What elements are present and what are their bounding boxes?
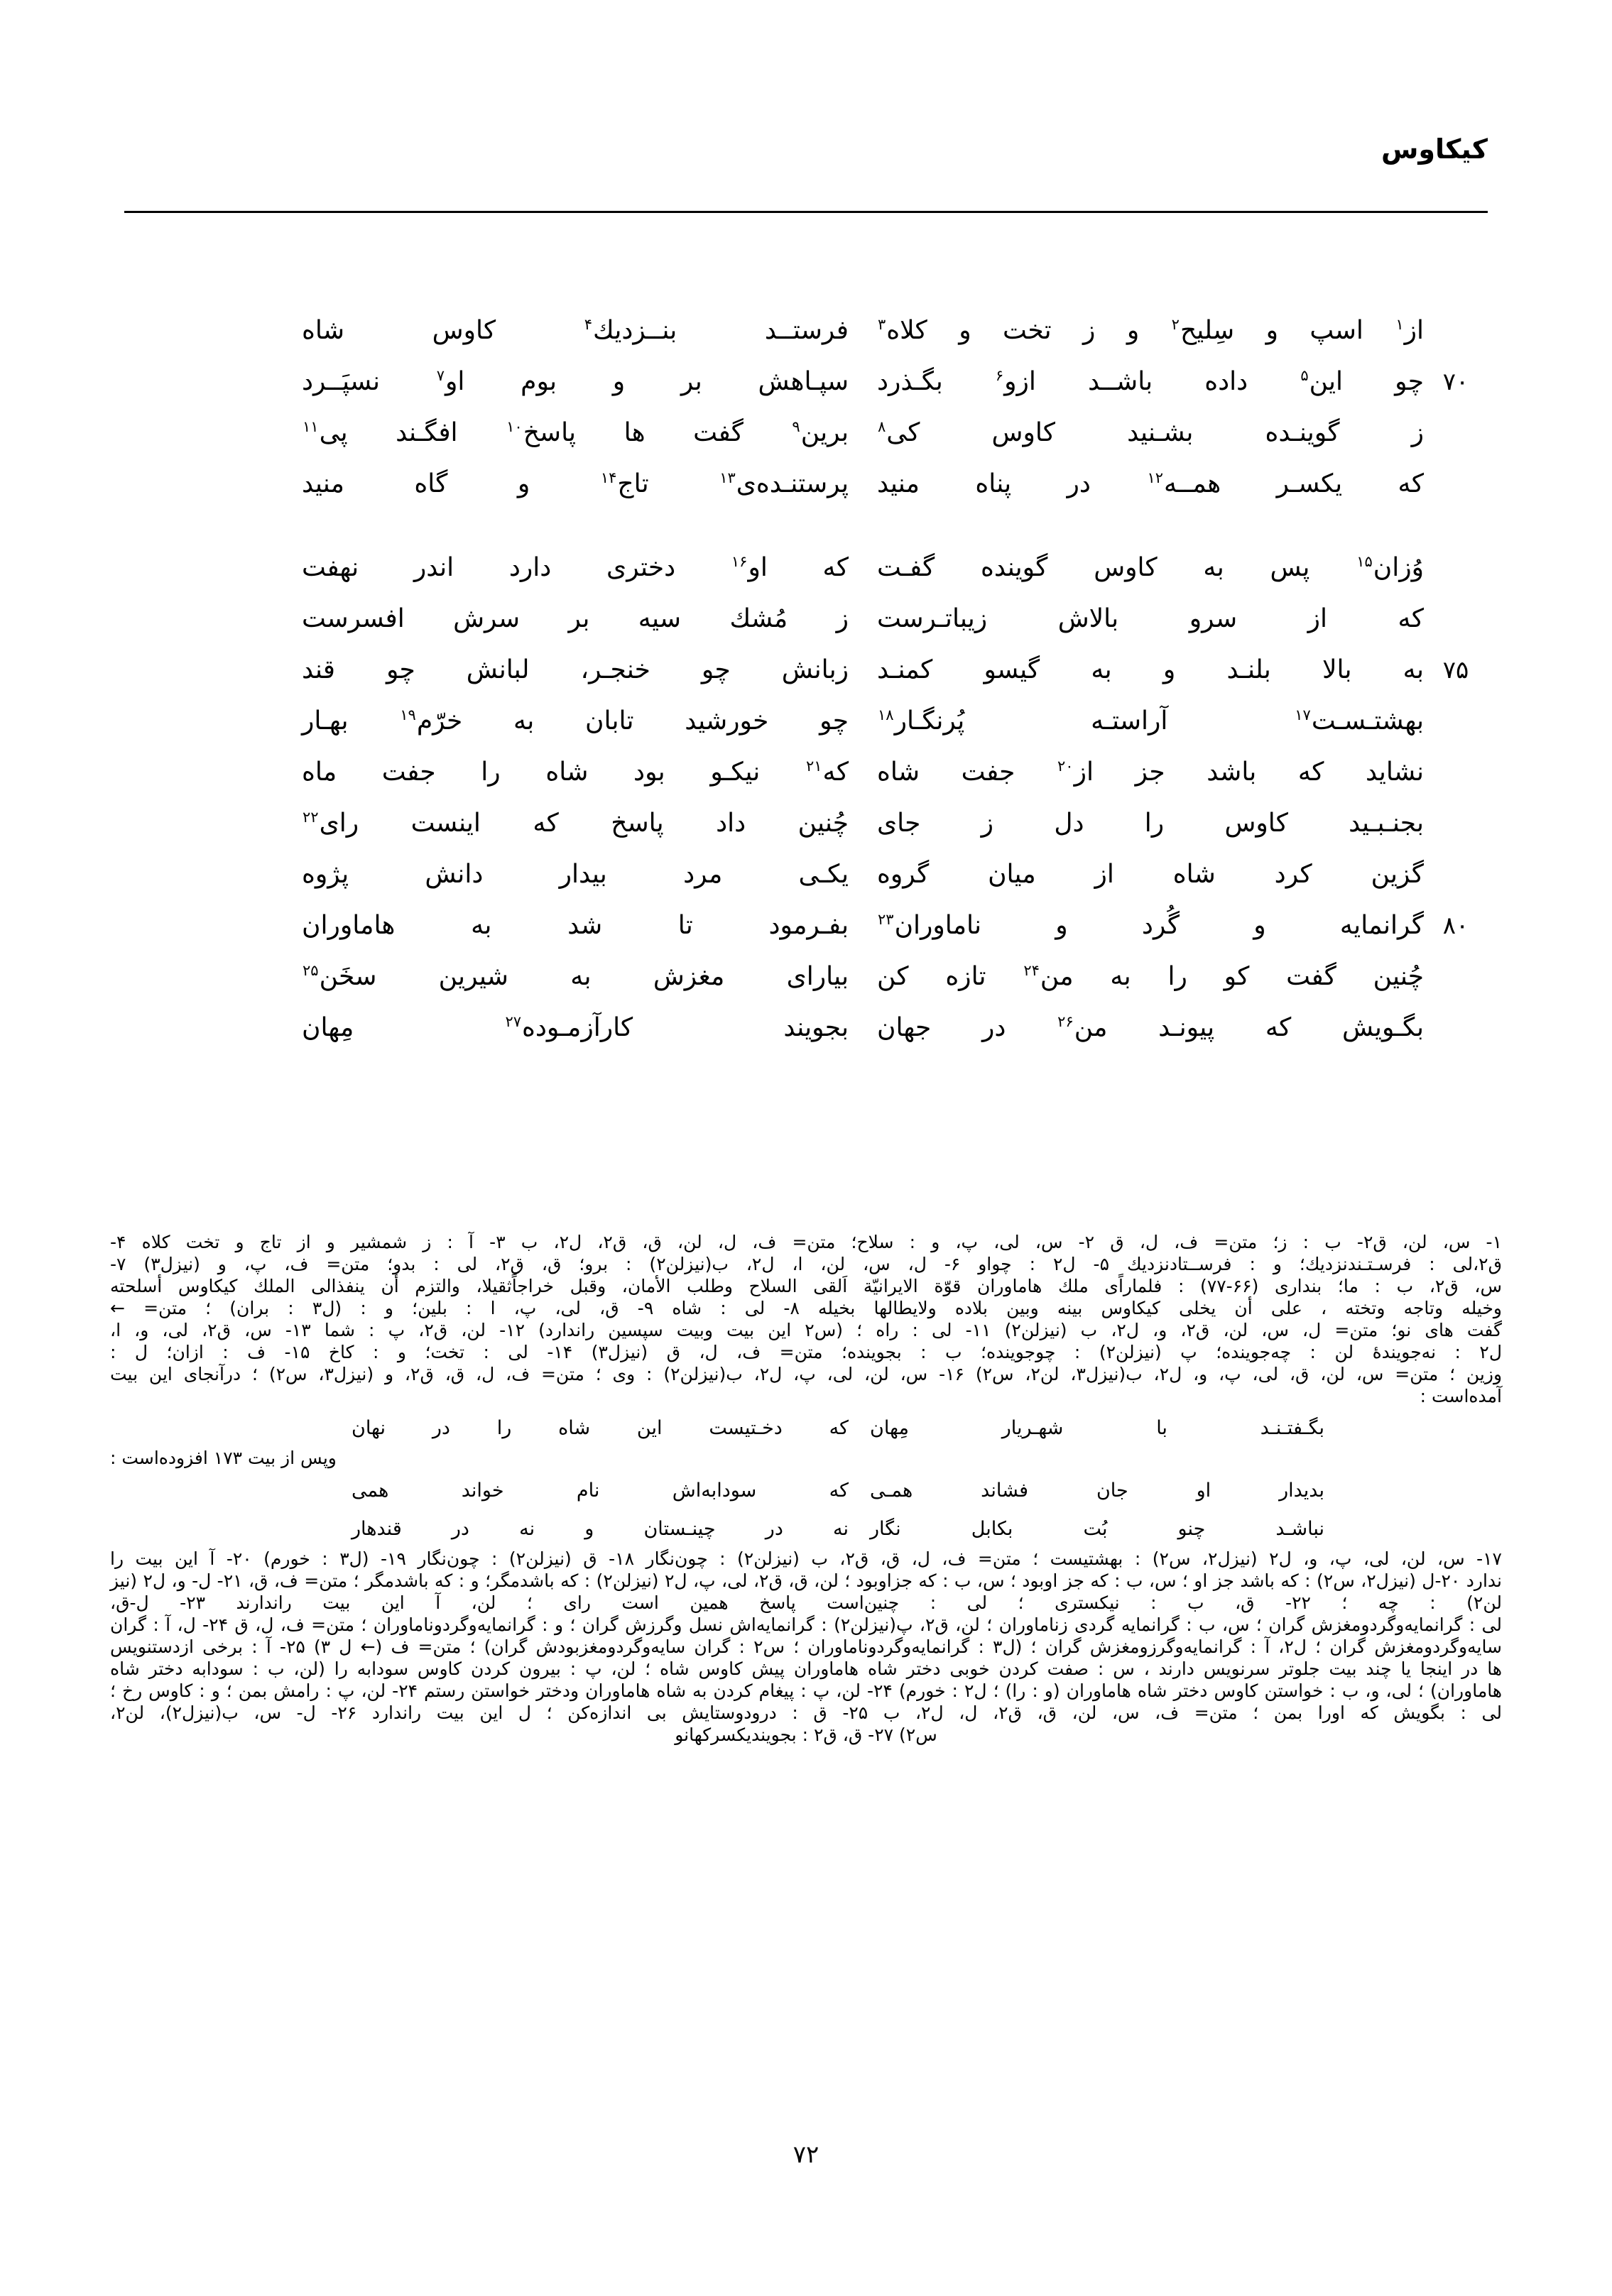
apparatus-line: سایه‌وگردومغزش گران ؛ ل۲، آ : گرانمایه‌وگرزومغزش گران ؛ (ل۳ : گرانمایه‌وگردوناماوران ؛ س۲ : گران سایه‌وگردومغزبودش گران) ؛ متن= ف (← ل ۳) ۲۵- آ : برخی ازدستنویس [110, 1636, 1503, 1657]
verse-line [124, 900, 1488, 951]
verse-number: ۸۰ [1442, 912, 1469, 940]
verse-line [124, 849, 1488, 900]
hemistich-first: گزین كرد شاه از میان گروه [877, 860, 1424, 889]
footnote-marker: ۲۷ [505, 1013, 521, 1030]
hemistich-second: كه او$^{۱۶}$ دختری دارد اندر نهفت [302, 553, 849, 582]
footnote-marker: ۸ [878, 418, 886, 435]
hemistich-first: وُزان$^{۱۵}$ پس به كاوس گوینده گفـت [877, 553, 1424, 582]
hemistich-second: برین$^۹$ گفت ها پاسخ$^{۱۰}$ افگـند پی$^{۱۱}$ [303, 418, 849, 447]
apparatus-line: گفت های نو؛ متن= ل، س، لن، ق۲، و، ل۲، ب (نیزلن۲) ۱۱- لی : راه ؛ (س۲ این بیت وبیت سپسین راندارد) ۱۲- لن، ق۲، پ : شما ۱۳- س، ق۲، لی، و، ا، [110, 1320, 1502, 1340]
inset-verse-line [110, 1475, 1502, 1507]
hemistich-second: چُنین داد پاسخ كه اینست رای$^{۲۲}$ [303, 809, 849, 838]
hemistich-second: بفـرمود تا شد به هاماوران [302, 911, 849, 940]
hemistich-second: ز مُشك سیه بر سرش افسرست [302, 604, 849, 633]
verse-line [124, 951, 1488, 1002]
hemistich-second: سپـاهش بر و بوم او$^۷$ نسپَــرد [302, 367, 849, 396]
inset-hemistich-second: كه سودابه‌اش نام خواند همی [352, 1480, 849, 1502]
verse-line [124, 542, 1488, 594]
hemistich-second: چو خورشید تابان به خرّم$^{۱۹}$ بهـار [302, 706, 849, 736]
hemistich-second: یكـی مرد بیدار دانش پژوه [302, 860, 849, 889]
hemistich-second: بجویند كارآزمـوده$^{۲۷}$ مِهان [302, 1013, 849, 1042]
verse-number: ۷۵ [1442, 656, 1469, 684]
running-head: کیکاوس [1380, 133, 1488, 165]
apparatus-line: لی : گرانمایه‌وگردومغزش گران ؛ س، ب : گرانمایه گردی زناماوران ؛ لن، ق۲، پ(نیزلن۲) : گرانمایه‌اش نسل وگرزش گران ؛ و : گرانمایه‌وگردوناماوران ؛ متن= ف، ل، ق ۲۴- ل، آ : گران [110, 1614, 1503, 1635]
footnote-marker: ۱۰ [506, 418, 523, 435]
apparatus-line: ۱۷- س، لن، لی، پ، و، ل۲ (نیزل۲، س۲) : بهشتیست ؛ متن= ف، ل، ق، ق۲، ب (نیزلن۲) : چون‌نگار ۱۸- ق (نیزلن۲) : چون‌نگار ۱۹- (ل۳ : خورم) ۲۰- آ این بیت را [110, 1548, 1502, 1569]
footnote-marker: ۱۸ [878, 706, 894, 723]
footnote-marker: ۹ [792, 418, 800, 435]
hemistich-first: به بالا بلنـد و به گیسو كمنـد [877, 655, 1424, 684]
verse-number: ۷۰ [1442, 368, 1469, 396]
inset-hemistich-first: نباشـد چنو بُت بكابل نگار [870, 1518, 1324, 1540]
apparatus-inset-label: وپس از بیت ۱۷۳ افزوده‌است : [110, 1448, 337, 1468]
hemistich-first: كه از سرو بالاش زیباتـرست [877, 604, 1424, 633]
critical-apparatus [110, 1232, 1502, 1746]
page-header [124, 135, 1488, 213]
footnote-marker: ۱۹ [400, 706, 416, 723]
hemistich-first: نشاید كه باشد جز از$^{۲۰}$ جفت شاه [877, 758, 1424, 787]
apparatus-line: س۲) ۲۷- ق، ق۲ : بجویندیكسركهانو [675, 1724, 937, 1745]
verse-line [124, 594, 1488, 645]
hemistich-first: بگـویش كه پیونـد من$^{۲۶}$ در جهان [877, 1013, 1424, 1042]
footnote-marker: ۲ [1171, 316, 1180, 333]
footnote-marker: ۲۳ [878, 911, 894, 928]
hemistich-first: گرانمایه و گُرد و ناماوران$^{۲۳}$ [878, 911, 1424, 940]
apparatus-line: ق۲،لی : فرسـتـندنزدیك؛ و : فرســتادنزدیك ۵- ل۲ : چواو ۶- ل، س، لن، ا، ل۲، ب(نیزلن۲) : برو؛ ق، ق۲، لی : بدو؛ متن= ف، پ، و (نیزل۳) ۷- [110, 1254, 1502, 1274]
footnote-marker: ۴ [584, 316, 593, 333]
verse-line [124, 645, 1488, 696]
hemistich-first: بهشتـسـت$^{۱۷}$ آراستـه پُرنگـار$^{۱۸}$ [878, 706, 1424, 736]
apparatus-line: لن۲) : چه ؛ ۲۲- ق، ب : نیكستری ؛ لی : چنین‌است پاسخ همین است رای ؛ لن، آ این بیت راندارند ۲۳- ل-ق، [110, 1592, 1502, 1613]
footnote-marker: ۵ [1300, 367, 1309, 384]
footnote-marker: ۲۶ [1057, 1013, 1074, 1030]
verse-line [124, 696, 1488, 747]
verse-line [124, 1002, 1488, 1054]
hemistich-second: بیارای مغزش به شیرین سخَن$^{۲۵}$ [303, 962, 849, 991]
footnote-marker: ۲۰ [1057, 758, 1074, 775]
hemistich-first: از$^۱$ اسپ و سِلیح$^۲$ و ز تخت و کلاه$^۳$ [878, 316, 1424, 345]
footnote-marker: ۶ [995, 367, 1004, 384]
inset-verse-line [110, 1513, 1502, 1546]
hemistich-second: پرستنـده‌ی$^{۱۳}$ تاج$^{۱۴}$ و گاه منید [302, 469, 849, 498]
footnote-marker: ۷ [436, 367, 445, 384]
inset-hemistich-second: كه دخـتیست این شاه را در نهان [352, 1417, 849, 1439]
verse-line [124, 459, 1488, 510]
footnote-marker: ۱ [1395, 316, 1404, 333]
hemistich-second: زبانش چو خنجـر، لبانش چو قند [302, 655, 849, 684]
footnote-marker: ۱۶ [731, 553, 748, 570]
verse-line [124, 798, 1488, 849]
apparatus-line: وخیله وتاجه وتخته ، علی أن یخلی كیكاوس بینه وبین بلاده ولایطالها بخیله ۸- لی : شاه ۹- ق، لی، پ، ا : بلین؛ و : (ل۳ : بران) ؛ متن= ← [110, 1298, 1502, 1318]
verse-line [124, 408, 1488, 459]
verse-group [124, 305, 1488, 510]
hemistich-first: چُنین گفت كو را به من$^{۲۴}$ تازه كن [877, 962, 1425, 991]
apparatus-line: ندارد ۲۰-ل (نیزل۲، س۲) : كه باشد جز او ؛ س، ب : كه جز اوبود ؛ س، ب : كه جزاوبود ؛ لن، ق، ق۲، لی، پ، ل۲ (نیزلن۲) : كه باشدمگر؛ و : كه باشدمگر ؛ متن= ف، ق، ۲۱- ل- و، ل۲ (نیز [110, 1570, 1502, 1591]
verse-block [124, 305, 1488, 1086]
footnote-marker: ۱۷ [1295, 706, 1311, 723]
inset-verse-line [110, 1412, 1502, 1445]
apparatus-line: هاماوران) ؛ لی، و، ب : خواستن كاوس دختر شاه هاماوران (و : را) ؛ ل۲ : خورم) ۲۴- لن، پ : پیغام كردن به شاه هاماوران ودختر خواستن رستم ۲۴- لن، پ : رامش بمن ؛ و : كاوس رخ ؛ [110, 1680, 1503, 1701]
apparatus-line: وزین ؛ متن= س، لن، ق، لی، پ، و، ل۲، ب(نیزل۳، لن۲، س۲) ۱۶- س، لن، لی، پ، ل۲، ب(نیزلن۲) : وی ؛ متن= ف، ل، ق، ق۲، و (نیزل۳، س۲) ؛ درآنجای این بیت [110, 1364, 1503, 1384]
footnote-marker: ۱۲ [1147, 469, 1163, 486]
footnote-marker: ۱۴ [600, 469, 617, 486]
hemistich-second: فرستــد بنــزدیك$^۴$ كاوس شاه [302, 316, 849, 345]
footnote-marker: ۲۴ [1023, 962, 1040, 979]
verse-line [124, 356, 1488, 408]
verse-line [124, 747, 1488, 798]
footnote-marker: ۱۳ [719, 469, 736, 486]
apparatus-line: لی : بگویش كه اورا بمن ؛ متن= ف، س، لن، ق، ق۲، ل، ل۲، ب ۲۵- ق : درودوستایش بی اندازه‌كن ؛ ل این بیت راندارد ۲۶- ل- س، ب(نیزل۲)، لن۲، [110, 1702, 1502, 1723]
apparatus-line: ل۲ : نه‌جوینده‌ٔ لن : چه‌جوینده؛ پ (نیزلن۲) : چوجوینده؛ ب : بجوینده؛ متن= ف، ل، ق (نیزل۳) ۱۴- لی : تخت؛ و : كاخ ۱۵- ف : ازان؛ ل : [110, 1342, 1502, 1362]
footnote-marker: ۲۲ [303, 809, 319, 826]
footnote-marker: ۱۵ [1356, 553, 1373, 570]
verse-group [124, 542, 1488, 1054]
footnote-marker: ۲۱ [805, 758, 822, 775]
page-number: ۷۲ [793, 2141, 819, 2169]
hemistich-first: ز گوینـده بشـنید كاوس كی$^۸$ [878, 418, 1424, 447]
hemistich-first: كه یكسـر همــه$^{۱۲}$ در پناه منید [877, 469, 1424, 498]
footnote-marker: ۱۱ [303, 418, 319, 435]
apparatus-line: ها در اینجا یا چند بیت جلوتر سرنویس دارند ، س : صفت كردن خوبی دختر شاه هاماوران پیش كاوس شاه ؛ لن، پ : بیرون كردن كاوس سودابه را (لن، ب : سودابه دختر شاه [110, 1658, 1502, 1679]
footnote-marker: ۳ [878, 316, 886, 333]
footnote-marker: ۲۵ [303, 962, 319, 979]
hemistich-first: بجنـبـید كاوس را دل ز جای [877, 809, 1424, 838]
apparatus-line: ۱- س، لن، ق۲- ب : ز؛ متن= ف، ل، ق ۲- س، لی، پ، و : سلاح؛ متن= ف، ل، لن، ق، ق۲، ل۲، ب ۳- آ : ز شمشیر و از تاج و تخت كلاه ۴- [110, 1232, 1503, 1252]
hemistich-second: كه$^{۲۱}$ نیكـو بود شاه را جفت ماه [302, 758, 849, 787]
verse-line [124, 305, 1488, 356]
inset-hemistich-first: بگـفتـنـد با شهـریار مِهان [870, 1417, 1324, 1439]
inset-hemistich-first: بدیدار او جان فشاند همـی [870, 1480, 1324, 1502]
hemistich-first: چو این$^۵$ داده باشــد ازو$^۶$ بگـذرد [877, 367, 1424, 396]
apparatus-line: س، ق۲، ب : ما؛ بنداری (۶۶-۷۷) : فلماراًی ملك هاماوران قوّة الایرانیّة اَلقی السلاح وطلب الأمان، وقبل خراجاًثقیلا، والتزم أن ینفذالی الملك كیكاوس أسلحته [110, 1276, 1502, 1296]
header-rule [124, 211, 1488, 213]
apparatus-line: آمده‌است : [1420, 1386, 1502, 1406]
inset-hemistich-second: نه در چینـستان و نه در قندهار [352, 1518, 849, 1540]
